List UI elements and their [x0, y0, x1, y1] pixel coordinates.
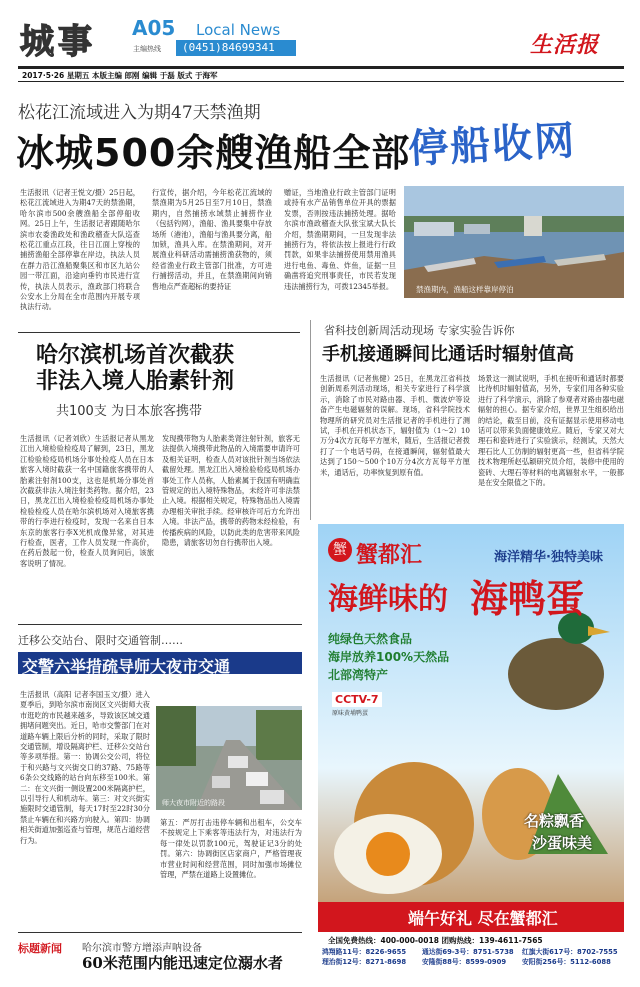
- story3-title: 手机接通瞬间比通话时辐射值高: [322, 344, 574, 365]
- cctv-logo: CCTV-7: [332, 692, 382, 707]
- ad-feature-3: 北部湾特产: [328, 668, 389, 682]
- ad-hotline: 全国免费热线：400-000-0018 团购热线：139-4611-7565: [328, 936, 543, 945]
- story1-kicker: 松花江流域进入为期47天禁渔期: [18, 103, 261, 123]
- ad-tag-1: 名粽飘香: [524, 812, 585, 830]
- top-rule: [18, 66, 624, 69]
- ad-store-2: 通达街69-3号：8751-5738: [422, 948, 514, 956]
- ad-brand: 蟹都汇: [356, 542, 423, 568]
- story3-column-1: 生活报讯（记者焦健）25日，在黑龙江省科技创新周系列活动现场，相关专家进行了科学演示，消除了市民对路由器、手机、微波炉等设备产生电磁辐射的误解。现场，省科学院技术物理所的研究员对生活报记者的手机进行了测试，手机在开机状态下，辐射值为（1～2）10万分4次方瓦每平方厘米，随后，生活报记者拨打了一个电话号码，在接通瞬间，辐射值最大达到了150～500个10万分4次方瓦每平方厘米，通话后，功率恢复到原有值。: [320, 374, 470, 477]
- story1-photo-caption: 禁渔期内，渔船这样靠岸停泊: [416, 285, 514, 294]
- story4-column-1: 生活报讯（高阳 记者李国玉文/摄）进入夏季后，到哈尔滨市南岗区文兴街师大夜市逛吃的市民越来越多，导致该区域交通拥堵问题突出。近日，哈市交警部门在对道路车辆上限后分析的同时，采取了限时交通管制，增设隔离护栏、迁移公交站台等多项举措。第一：协调公交公司，将位于和兴路与文兴街交口的37路、75路等6条公交线路的站台向东移至100米。第二：在文兴街一侧设置200米隔离护栏，以引导行人和机动车。第三：对文兴街实施限时交通管制，每天17时至22时30分禁止车辆在和兴路方向驶入。第四：协调相关街道加强巡查与管理，规范占道经营行为。: [20, 690, 150, 845]
- ad-store-5: 安隆街88号：8599-0909: [422, 958, 507, 966]
- ad-brand-icon: 蟹: [328, 538, 352, 562]
- story2-subtitle: 共100支 为日本旅客携带: [56, 404, 202, 419]
- teaser-kicker: 哈尔滨市警方增添声呐设备: [82, 943, 202, 954]
- hotline-number: (0451)84699341: [182, 41, 275, 54]
- story2-column-2: 发现携带物为人胎素类肾注射针剂，旅客无法提供入境携带此物品的入境需要申请许可及相关证明，检查人员对该批针剂当场依法截留处理。黑龙江出入境检验检疫局机场办事处工作人员称，人胎素属于我国有明确监管规定的出入境特殊物品，未经许可非法禁止入境。根据相关规定，特殊物品出入境需办理相关审批手续。经审核许可后方允许出入境。非法产品，携带的药物未经检验，有传播疾病的风险，以防此类的危害带来风险隐患，请旅客切勿自行携带出入境。: [162, 434, 300, 548]
- cctv-caption: 原味黄埔鸭蛋: [332, 710, 369, 717]
- ad-store-4: 理治街12号：8271-8698: [322, 958, 407, 966]
- story4-title: 交警六举措疏导师大夜市交通: [22, 657, 231, 676]
- ad-tag-2: 沙蛋味美: [532, 834, 593, 852]
- story2-bottom-rule: [18, 624, 302, 625]
- story4-column-2: 第五：严厉打击违停车辆和出租车，公交车不按规定上下乘客等违法行为，对违法行为每一律处以罚款100元，驾驶证记3分的处罚。第六：协调街区店家商户，严格管理夜市营业时间和经营范围，同时加强市场摊位管理，严禁在道路上设置摊位。: [160, 818, 302, 880]
- story1-column-1: 生活报讯（记者王悦文/摄）25日起，松花江流域进入为期47天的禁渔期，哈尔滨市500余艘渔船全部停船收网。25日上午，生活报记者跟随哈尔滨市农委渔政处和渔政稽查大队巡查松花江重点江段，往日江面上穿梭的捕捞渔船全部停靠在岸边，执法人员在群力沿江渔船聚集区和市区九站公园一带江面，沿途向垂钓市民进行宣传，执法人员表示，渔政部门将联合公安水上分局在全市范围内开展专项执法行动。: [20, 188, 140, 312]
- ad-headline-b: 海鸭蛋: [470, 576, 585, 621]
- ad-headline-a: 海鲜味的: [328, 582, 448, 617]
- ad-feature-2: 海岸放养100%天然品: [328, 650, 450, 664]
- story2-title-line1: 哈尔滨机场首次截获: [36, 342, 235, 368]
- ad-panel: [318, 524, 624, 968]
- ad-slogan: 海洋精华·独特美味: [494, 550, 603, 565]
- dateline: 2017·5·26 星期五 本版主编 郎刚 编辑 于磊 版式 于海军: [22, 71, 218, 80]
- section-english-name: Local News: [196, 21, 281, 39]
- story1-column-2: 行宣传，据介绍，今年松花江流域的禁渔期为5月25日至7月10日，禁渔期内，自然捕捞水域禁止捕捞作业（包括钓网），渔船、渔具要集中存放场所（港池），渔船与渔具要分离，船加锁，渔具入库。在禁渔期间，对开展渔业科研活动需捕捞渔获物的，须经省渔业行政主管部门批准，方可进行捕捞活动，并且，在禁渔期间向销售地点严查超标的要持证: [152, 188, 272, 291]
- story3-kicker: 省科技创新周活动现场 专家实验告诉你: [324, 324, 515, 337]
- page-number: A05: [132, 16, 176, 40]
- story3-column-2: 场景这一测试说明，手机在接听和通话时都要比待机时辐射值高，另外，专家们用各种实验进行了科学演示，消除了参观者对路由器电磁辐射的担心。据专家介绍，世界卫生组织给出的结论，截至目前，没有证据显示使用移动电话可以带来负面健康效应。随后，专家又对大理石和瓷砖进行了实验演示，经测试，天然大理石比人工仿制的辐射更高一些，但省科学院技术物理所赵弘颖研究员介绍，装修中使用的瓷砖、大理石等材料的电离辐射水平，一般都是在安全限值之下的。: [478, 374, 624, 488]
- story2-title: [36, 342, 296, 394]
- top-rule-thin: [18, 81, 624, 82]
- story4-kicker: 迁移公交站台、限时交通管制……: [18, 634, 183, 647]
- story1-column-3: 赠证，当地渔业行政主管部门证明或持有水产品销售单位开具的票据发票，否则按违法捕捞处理。据哈尔滨市渔政稽查大队张宝斌大队长介绍，禁渔期期间，一旦发现非法捕捞行为，将依法按上报进行行政罚款，如果非法捕捞使用禁用渔具进行电鱼、毒鱼、炸鱼，证据一旦确凿将追究刑事责任，市民若发现违法捕捞行为，可拨12345举报。: [284, 188, 396, 291]
- ad-promo: 端午好礼 尽在蟹都汇: [408, 909, 558, 928]
- ad-store-1: 鸿翔路11号：8226-9655: [322, 948, 407, 956]
- editor-hotline-label: 主编热线: [133, 45, 161, 53]
- teaser-rule: [18, 932, 302, 933]
- ad-feature-1: 纯绿色天然食品: [328, 632, 413, 646]
- story2-title-line2: 非法入境人胎素针剂: [36, 368, 235, 394]
- river-boats-photo: [404, 186, 624, 298]
- night-market-street-photo: [156, 706, 302, 810]
- section-name: 城事: [20, 22, 96, 62]
- story4-photo-caption: 师大夜市附近的路段: [162, 799, 225, 807]
- ad-store-3: 红旗大街617号：8702-7555: [522, 948, 618, 956]
- ad-store-6: 安阳街256号：5112-6088: [522, 958, 611, 966]
- teaser-title: 60米范围内能迅速定位溺水者: [82, 954, 283, 972]
- story1-title: 冰城500余艘渔船全部: [16, 131, 411, 175]
- story1-photo: [404, 186, 624, 298]
- teaser-tag: 标题新闻: [18, 942, 62, 955]
- story2-rule: [18, 332, 300, 333]
- story2-column-1: 生活报讯（记者刘欣）生活报记者从黑龙江出入境检验检疫局了解到，23日，黑龙江检验检疫局机场分事处检疫人员在日本旅客入境时截获一名中国籍旅客携带的人胎素注射剂100支，这也是机场分事处首次截获非法入境注射类药物。据介绍，23日，黑龙江出入境检验检疫局机场办事处检验检疫人员在哈尔滨机场对入境旅客携带的行李进行检疫时，发现一名来自日本东京的旅客行李X光机成像异常，对其进行检查，医者，工作人员发现一件高价，在药后鼓起一份，检查人员询问后，该旅客说明了情况。: [20, 434, 154, 568]
- masthead-logo: 生活报: [530, 32, 600, 58]
- story4-photo: [156, 706, 302, 810]
- story3-divider: [310, 320, 311, 520]
- story1-stamp: 停船收网: [407, 117, 578, 173]
